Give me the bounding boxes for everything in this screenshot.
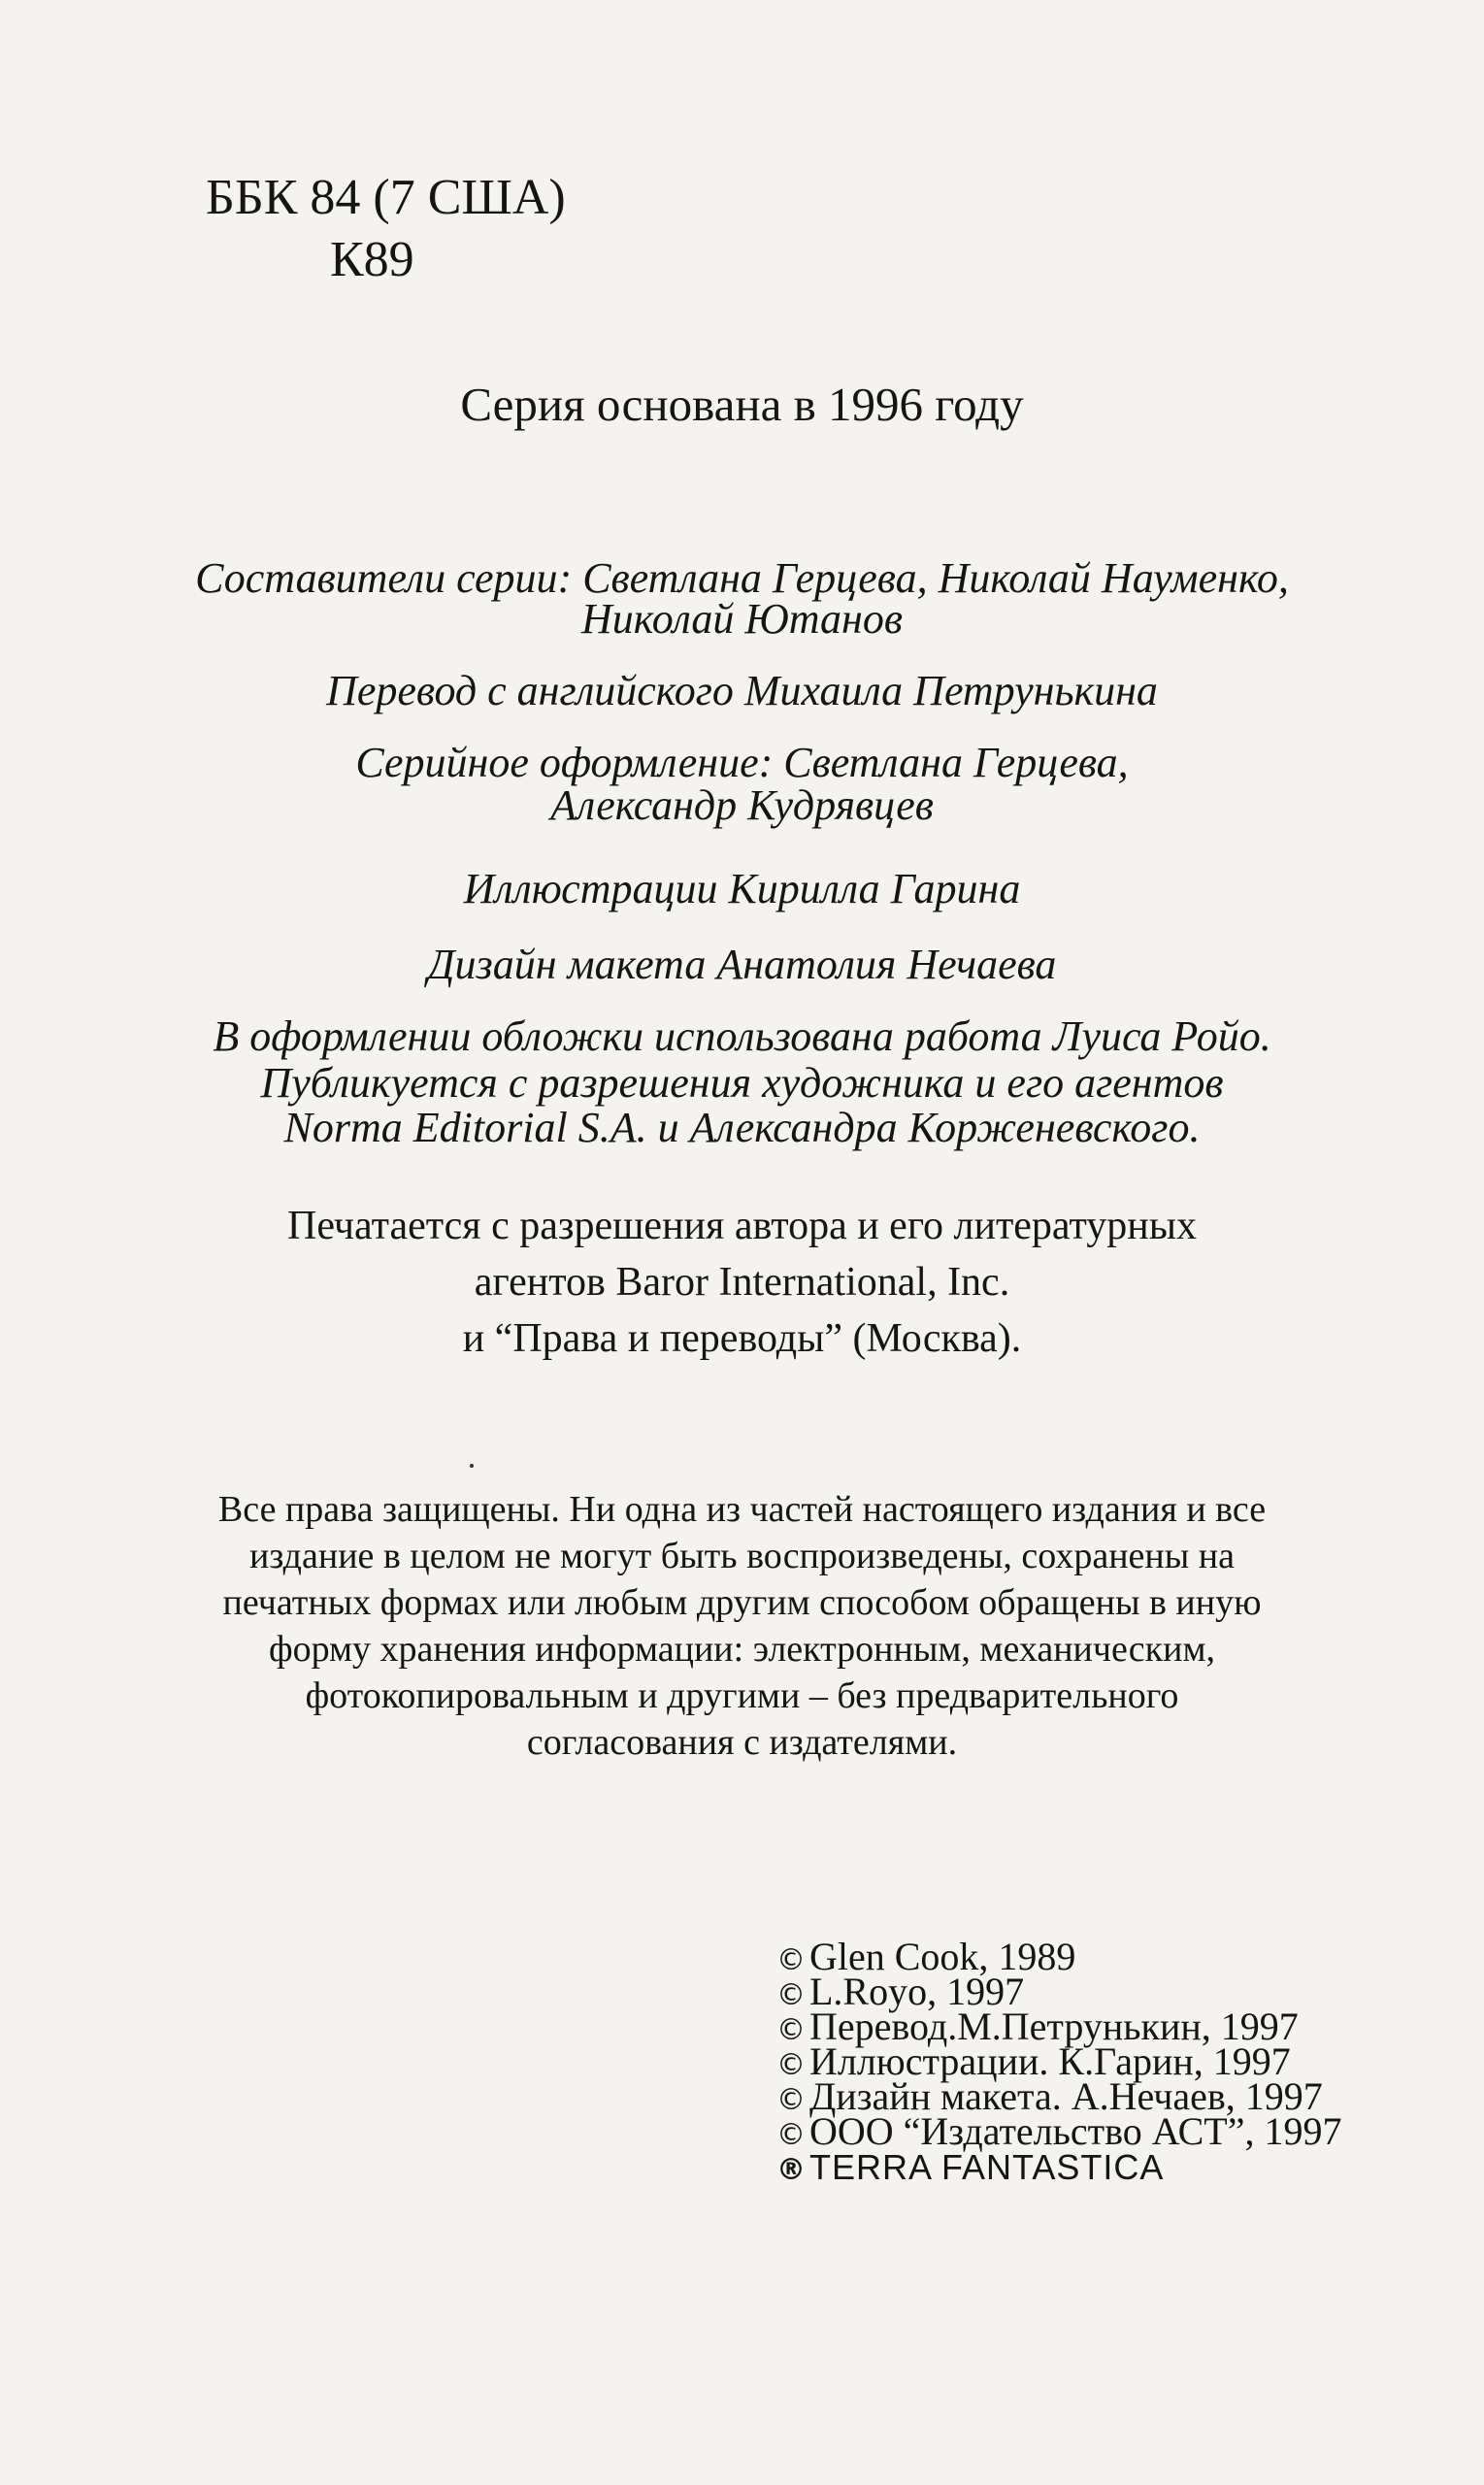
series-design-line1: Серийное оформление: Светлана Герцева, bbox=[355, 739, 1129, 786]
series-compilers-line1: Составители серии: Светлана Герцева, Николай Науменко, bbox=[195, 554, 1289, 602]
permission-line1: Печатается с разрешения автора и его литературных bbox=[286, 1204, 1197, 1248]
cover-credit-line1: В оформлении обложки использована работа Луиса Ройо. bbox=[213, 1012, 1271, 1060]
copyright-icon: © bbox=[776, 2048, 806, 2082]
rights-line2: издание в целом не могут быть воспроизведены, сохранены на bbox=[249, 1536, 1235, 1576]
rights-line4: форму хранения информации: электронным, механическим, bbox=[268, 1629, 1216, 1670]
series-founded-note: Серия основана в 1996 году bbox=[460, 378, 1024, 431]
cover-credit-line3: Norma Editorial S.A. и Александра Корженевского. bbox=[283, 1104, 1201, 1151]
publisher-trademark: TERRA FANTASTICA bbox=[809, 2147, 1165, 2187]
registered-trademark-icon: ® bbox=[776, 2153, 806, 2187]
copyright-item: © L.Royo, 1997 bbox=[776, 1970, 1025, 2013]
copyright-item: © Glen Cook, 1989 bbox=[776, 1935, 1076, 1978]
copyright-icon: © bbox=[776, 2083, 806, 2117]
translation-credit: Перевод с английского Михаила Петрунькина bbox=[326, 667, 1158, 714]
copyright-list bbox=[776, 1935, 1398, 2187]
rights-line3: печатных формах или любым другим способом обращены в иную bbox=[222, 1582, 1262, 1623]
copyright-icon: © bbox=[776, 2118, 806, 2152]
copyright-item: © ООО “Издательство АСТ”, 1997 bbox=[776, 2109, 1342, 2153]
copyright-icon: © bbox=[776, 1978, 806, 2012]
rights-line1: Все права защищены. Ни одна из частей настоящего издания и все bbox=[217, 1489, 1267, 1530]
author-code: К89 bbox=[330, 232, 414, 287]
illustrations-credit: Иллюстрации Кирилла Гарина bbox=[463, 865, 1021, 912]
copyright-icon: © bbox=[776, 1943, 806, 1977]
layout-design-credit: Дизайн макета Анатолия Нечаева bbox=[427, 941, 1057, 988]
rights-line5: фотокопировальным и другими – без предварительного bbox=[305, 1675, 1179, 1716]
bbk-classification: ББК 84 (7 США) bbox=[206, 170, 566, 225]
copyright-item: © Иллюстрации. К.Гарин, 1997 bbox=[776, 2039, 1291, 2083]
permission-line3: и “Права и переводы” (Москва). bbox=[462, 1316, 1022, 1361]
rights-line6: согласования с издателями. bbox=[526, 1722, 958, 1763]
series-design-line2: Александр Кудрявцев bbox=[550, 781, 934, 829]
cover-credit-line2: Публикуется с разрешения художника и его агентов bbox=[260, 1059, 1224, 1107]
copyright-item: © Перевод.М.Петрунькин, 1997 bbox=[776, 2005, 1299, 2048]
permission-line2: агентов Baror International, Inc. bbox=[474, 1260, 1010, 1305]
print-speck bbox=[470, 1464, 474, 1468]
copyright-icon: © bbox=[776, 2013, 806, 2047]
series-compilers-line2: Николай Ютанов bbox=[581, 595, 903, 643]
copyright-item: © Дизайн макета. А.Нечаев, 1997 bbox=[776, 2074, 1323, 2118]
